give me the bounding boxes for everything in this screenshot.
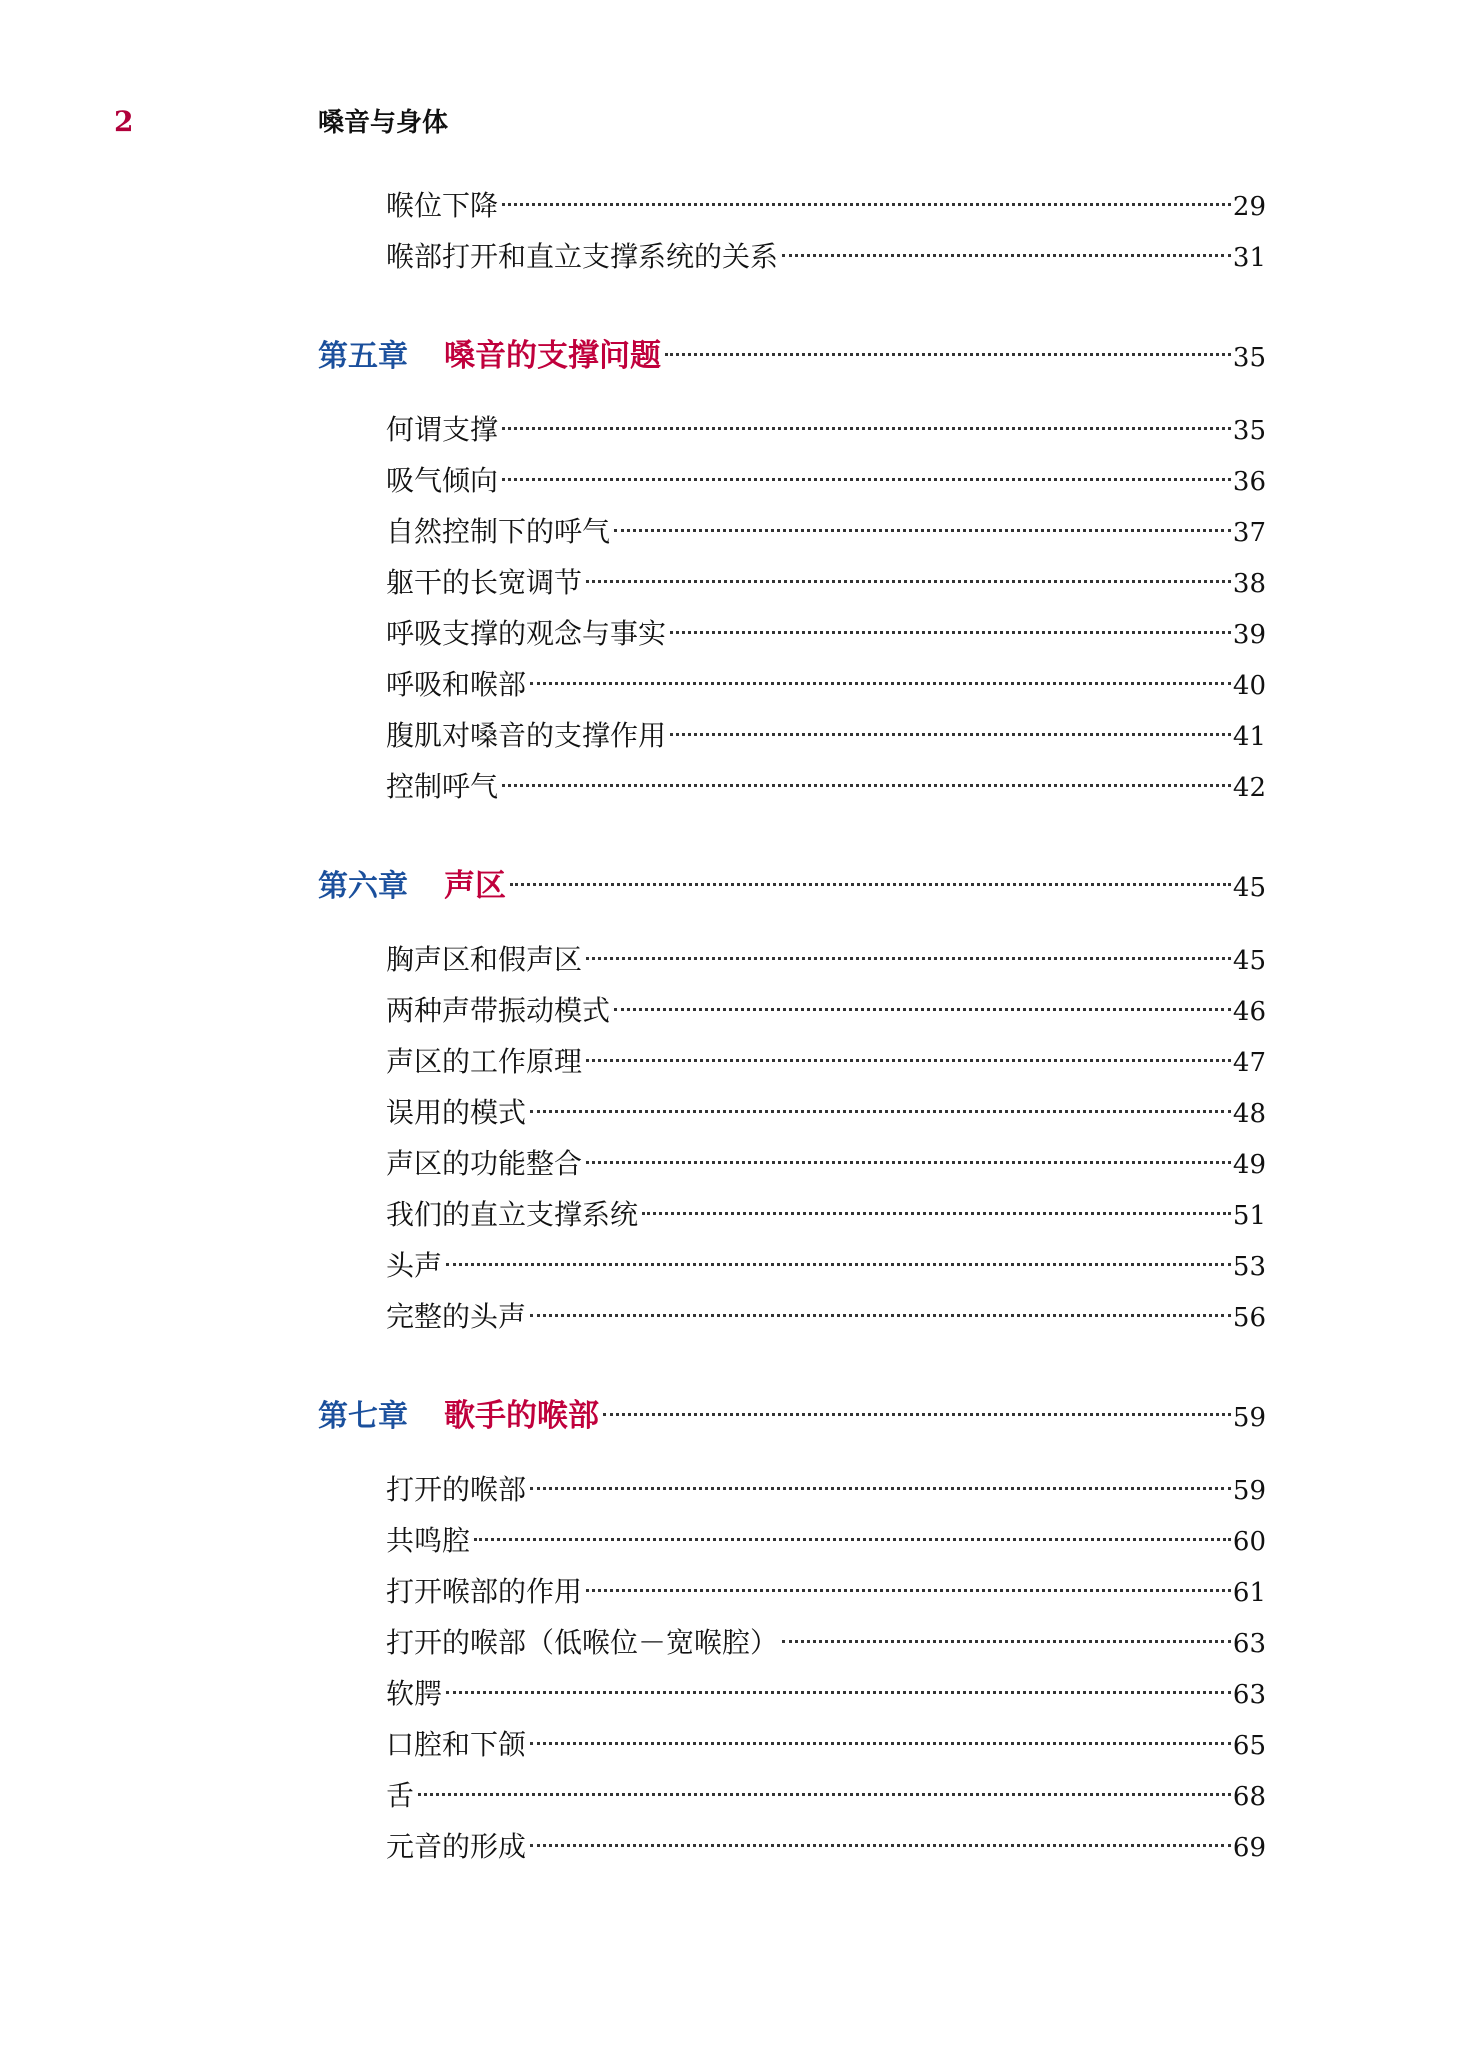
toc-entry-title: 腹肌对嗓音的支撑作用 [386,719,667,752]
toc-entry-page: 48 [1232,1099,1266,1129]
toc-entry-page: 35 [1232,416,1266,446]
dot-leader [530,682,1231,685]
chapter-number: 第六章 [318,869,408,904]
toc-entry-page: 60 [1232,1527,1266,1557]
dot-leader [665,353,1231,356]
toc-entry-title: 喉部打开和直立支撑系统的关系 [386,240,779,273]
toc-entry-title: 元音的形成 [386,1830,527,1863]
toc-entry-page: 29 [1232,192,1266,222]
toc-entry[interactable] [318,1821,1266,1872]
toc-entry-title: 控制呼气 [386,770,499,803]
toc-entry-title: 打开的喉部（低喉位－宽喉腔） [386,1626,779,1659]
dot-leader [446,1263,1231,1266]
toc-entry-page: 63 [1232,1629,1266,1659]
toc-entry-page: 56 [1232,1303,1266,1333]
dot-leader [530,1314,1231,1317]
dot-leader [530,1844,1231,1847]
toc-entry[interactable] [318,934,1266,985]
toc-entry[interactable] [318,231,1266,282]
toc-entry-page: 46 [1232,997,1266,1027]
dot-leader [670,733,1231,736]
toc-entry[interactable] [318,985,1266,1036]
dot-leader [502,203,1231,206]
toc-entry[interactable] [318,761,1266,812]
toc-entry[interactable] [318,1240,1266,1291]
toc-entry-page: 59 [1232,1476,1266,1506]
toc-entry-title: 共鸣腔 [386,1524,471,1557]
dot-leader [502,478,1231,481]
toc-entry-page: 39 [1232,620,1266,650]
toc-entry-page: 36 [1232,467,1266,497]
dot-leader [614,1008,1231,1011]
running-title: 嗓音与身体 [318,108,449,138]
toc-entry[interactable] [318,455,1266,506]
toc-entry[interactable] [318,557,1266,608]
toc-entry[interactable] [318,1719,1266,1770]
chapter-page: 59 [1232,1403,1266,1433]
toc-entry-page: 45 [1232,946,1266,976]
toc-entry-page: 51 [1232,1201,1266,1231]
toc-entry-page: 31 [1232,243,1266,273]
toc-entry-page: 63 [1232,1680,1266,1710]
toc-entry[interactable] [318,1464,1266,1515]
toc-entry-page: 49 [1232,1150,1266,1180]
dot-leader [586,580,1231,583]
page-number: 2 [114,105,134,138]
toc-entry-title: 何谓支撑 [386,413,499,446]
toc-entry[interactable] [318,1617,1266,1668]
dot-leader [446,1691,1231,1694]
toc-entry[interactable] [318,1515,1266,1566]
dot-leader [530,1110,1231,1113]
chapter-heading[interactable] [318,328,1266,384]
dot-leader [782,254,1231,257]
dot-leader [642,1212,1231,1215]
toc-entry-page: 69 [1232,1833,1266,1863]
chapter-heading[interactable] [318,1388,1266,1444]
toc-entry-title: 打开的喉部 [386,1473,527,1506]
dot-leader [670,631,1231,634]
chapter-heading[interactable] [318,858,1266,914]
toc-entry-title: 呼吸支撑的观念与事实 [386,617,667,650]
dot-leader [586,1589,1231,1592]
dot-leader [502,784,1231,787]
toc-entry[interactable] [318,659,1266,710]
toc-entry[interactable] [318,710,1266,761]
toc-entry[interactable] [318,1087,1266,1138]
toc-entry-title: 我们的直立支撑系统 [386,1198,639,1231]
chapter-6-heading-block [318,858,1266,914]
toc-entry-page: 38 [1232,569,1266,599]
toc-entry[interactable] [318,1566,1266,1617]
toc-entry[interactable] [318,404,1266,455]
dot-leader [603,1413,1231,1416]
chapter-title: 声区 [444,868,506,904]
toc-entry[interactable] [318,608,1266,659]
dot-leader [502,427,1231,430]
toc-entry[interactable] [318,1138,1266,1189]
toc-entry-page: 68 [1232,1782,1266,1812]
toc-entry[interactable] [318,1291,1266,1342]
toc-entry-title: 头声 [386,1249,443,1282]
chapter-title: 歌手的喉部 [444,1398,599,1434]
toc-entry-title: 完整的头声 [386,1300,527,1333]
toc-entry-page: 42 [1232,773,1266,803]
dot-leader [418,1793,1231,1796]
toc-entry[interactable] [318,1189,1266,1240]
toc-entry[interactable] [318,1036,1266,1087]
dot-leader [530,1742,1231,1745]
toc-entry-page: 61 [1232,1578,1266,1608]
toc-entry-title: 舌 [386,1779,415,1812]
chapter-page: 45 [1232,873,1266,903]
dot-leader [586,957,1231,960]
table-of-contents [318,180,1266,1872]
chapter-5-heading-block [318,328,1266,384]
chapter-7-heading-block [318,1388,1266,1444]
toc-entry-title: 打开喉部的作用 [386,1575,583,1608]
toc-entry-page: 53 [1232,1252,1266,1282]
toc-entry[interactable] [318,1668,1266,1719]
toc-entry-title: 喉位下降 [386,189,499,222]
dot-leader [530,1487,1231,1490]
dot-leader [510,883,1231,886]
toc-entry-title: 呼吸和喉部 [386,668,527,701]
chapter-title: 嗓音的支撑问题 [444,338,661,374]
toc-entry-title: 口腔和下颌 [386,1728,527,1761]
toc-entry[interactable] [318,1770,1266,1821]
chapter-number: 第七章 [318,1399,408,1434]
toc-entry[interactable] [318,506,1266,557]
dot-leader [614,529,1231,532]
toc-entry-title: 误用的模式 [386,1096,527,1129]
toc-entry-title: 软腭 [386,1677,443,1710]
dot-leader [586,1161,1231,1164]
toc-entry-title: 躯干的长宽调节 [386,566,583,599]
toc-entry-title: 两种声带振动模式 [386,994,611,1027]
toc-entry-title: 胸声区和假声区 [386,943,583,976]
chapter-number: 第五章 [318,339,408,374]
chapter-page: 35 [1232,343,1266,373]
toc-entry-title: 吸气倾向 [386,464,499,497]
toc-entry-page: 41 [1232,722,1266,752]
toc-entry-page: 40 [1232,671,1266,701]
dot-leader [782,1640,1231,1643]
toc-entry-title: 自然控制下的呼气 [386,515,611,548]
dot-leader [586,1059,1231,1062]
toc-entry-page: 47 [1232,1048,1266,1078]
toc-entry[interactable] [318,180,1266,231]
toc-entry-title: 声区的功能整合 [386,1147,583,1180]
dot-leader [474,1538,1231,1541]
toc-entry-page: 65 [1232,1731,1266,1761]
toc-entry-title: 声区的工作原理 [386,1045,583,1078]
toc-entry-page: 37 [1232,518,1266,548]
